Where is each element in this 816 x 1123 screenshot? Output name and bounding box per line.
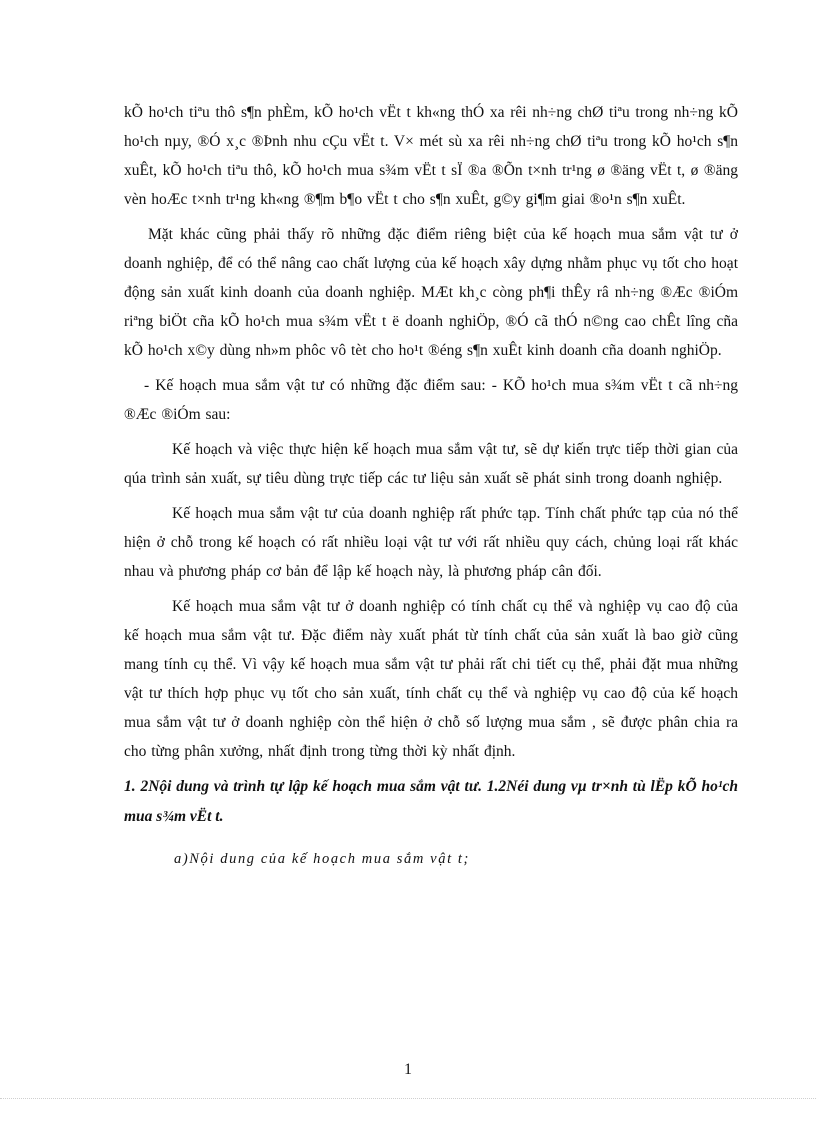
paragraph-6: Kế hoạch mua sắm vật tư ở doanh nghiệp có tính chất cụ thể và nghiệp vụ cao độ của kế hoạch mua sắm vật tư. Đặc điểm này xuất phát từ tính chất của sản xuất là bao giờ cũng mang tính cụ thể. Vì vậy kế hoạch mua sắm vật tư phải rất chi tiết cụ thể, phải đặt mua những vật tư thích hợp phục vụ tốt cho sản xuất, tính chất cụ thể và nghiệp vụ cao độ của kế hoạch mua sắm vật tư ở doanh nghiệp còn thể hiện ở chỗ số lượng mua sắm , sẽ được phân chia ra cho từng phân xưởng, nhất định trong từng thời kỳ nhất định. bbox=[124, 598, 738, 760]
section-heading: 1. 2Nội dung và trình tự lập kế hoạch mua sắm vật tư. 1.2Néi dung vµ tr×nh tù lËp kÕ ho¹ch mua s¾m vËt t. bbox=[124, 778, 738, 825]
paragraph-5: Kế hoạch mua sắm vật tư của doanh nghiệp rất phức tạp. Tính chất phức tạp của nó thể hiện ở chỗ trong kế hoạch có rất nhiều loại vật tư với rất nhiều quy cách, chủng loại rất khác nhau và phương pháp cơ bản để lập kế hoạch này, là phương pháp cân đối. bbox=[124, 505, 738, 580]
paragraph-4: Kế hoạch và việc thực hiện kế hoạch mua sắm vật tư, sẽ dự kiến trực tiếp thời gian của qúa trình sản xuất, sự tiêu dùng trực tiếp các tư liệu sản xuất sẽ phát sinh trong doanh nghiệp. bbox=[124, 441, 738, 487]
page-number: 1 bbox=[404, 1061, 412, 1078]
paragraph-1: kÕ ho¹ch tiªu thô s¶n phÈm, kÕ ho¹ch vËt t kh«ng thÓ xa rêi nh÷ng chØ tiªu trong nh÷ng kÕ ho¹ch nµy, ®Ó x¸c ®Þnh nhu cÇu vËt t. V× mét sù xa rêi nh÷ng chØ tiªu trong kÕ ho¹ch s¶n xuÊt, kÕ ho¹ch tiªu thô, kÕ ho¹ch mua s¾m vËt t sÏ ®a ®Õn t×nh tr¹ng ø ®äng vËt t, ø ®äng vèn hoÆc t×nh tr¹ng kh«ng ®¶m b¶o vËt t cho s¶n xuÊt, g©y gi¶m giai ®o¹n s¶n xuÊt. bbox=[124, 104, 738, 208]
page-body bbox=[124, 98, 738, 872]
paragraph-2: Mặt khác cũng phải thấy rõ những đặc điểm riêng biệt của kế hoạch mua sắm vật tư ở doanh nghiệp, để có thể nâng cao chất lượng của kế hoạch xây dựng nhằm phục vụ tốt cho hoạt động sản xuất kinh doanh của doanh nghiệp. MÆt kh¸c còng ph¶i thÊy râ nh÷ng ®Æc ®iÓm riªng biÖt cña kÕ ho¹ch mua s¾m vËt t ë doanh nghiÖp, ®Ó cã thÓ n©ng cao chÊt lîng cña kÕ ho¹ch x©y dùng nh»m phôc vô tèt cho ho¹t ®éng s¶n xuÊt kinh doanh cña doanh nghiÖp. bbox=[124, 226, 738, 359]
paragraph-3: - Kế hoạch mua sắm vật tư có những đặc điểm sau: - KÕ ho¹ch mua s¾m vËt t cã nh÷ng ®Æc ®iÓm sau: bbox=[124, 377, 738, 423]
subsection-heading: a)Nội dung của kế hoạch mua sắm vật t; bbox=[174, 851, 470, 867]
page-bottom-divider bbox=[0, 1098, 816, 1099]
